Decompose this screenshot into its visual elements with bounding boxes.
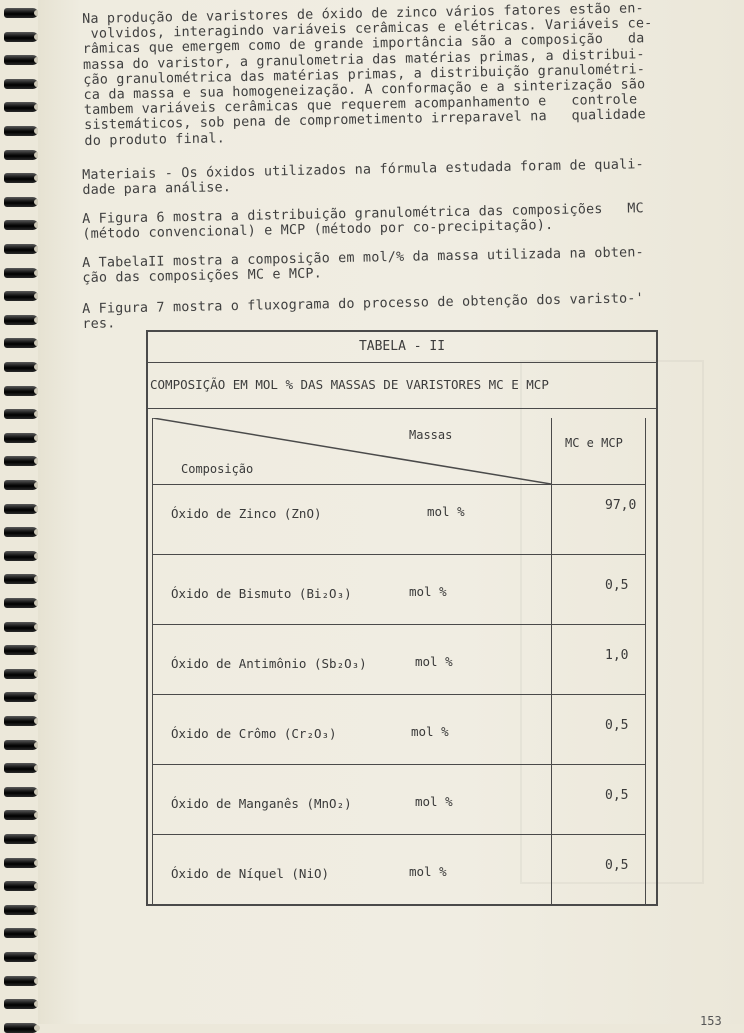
spiral-ring	[4, 787, 38, 797]
table-row	[153, 484, 645, 555]
spiral-ring	[4, 220, 38, 230]
spiral-ring	[4, 386, 38, 396]
paragraph-intro: Na produção de varistores de óxido de zinco vários fatores estão en- volvidos, interagindo variáveis cerâmicas e elétricas. Variáveis ce- râmicas que emergem como de grande importância são a composição da massa do varistor, a granulometria das matérias primas, a distribui- ção granulométrica das matérias primas, a distribuição granulométri- ca da massa e sua homogeneização. A conformação e a sinterização são tambem variáveis cerâmicas que requerem acompanhamento e controle sistemáticos, sob pena de comprometimento irreparavel na qualidade do produto final.	[82, 1, 653, 149]
spiral-ring	[4, 763, 38, 773]
header-massas: Massas	[409, 428, 453, 442]
spiral-ring	[4, 55, 38, 65]
spiral-ring	[4, 102, 38, 112]
spiral-ring	[4, 150, 38, 160]
row-composition-name: Óxido de Crômo (Cr₂O₃)	[171, 726, 337, 741]
spiral-ring	[4, 669, 38, 679]
spiral-ring	[4, 598, 38, 608]
spiral-ring	[4, 197, 38, 207]
spiral-ring	[4, 881, 38, 891]
paragraph-figura-7: A Figura 7 mostra o fluxograma do processo de obtenção dos varisto-' res.	[82, 291, 644, 333]
row-composition-name: Óxido de Níquel (NiO)	[171, 866, 330, 881]
table-body	[152, 418, 646, 904]
table-row	[153, 624, 645, 695]
spiral-ring	[4, 1023, 38, 1033]
row-unit: mol %	[415, 794, 453, 809]
spiral-ring	[4, 338, 38, 348]
spiral-ring	[4, 126, 38, 136]
row-unit: mol %	[409, 864, 447, 879]
spiral-ring	[4, 362, 38, 372]
spiral-ring	[4, 433, 38, 443]
spiral-ring	[4, 551, 38, 561]
row-composition-name: Óxido de Manganês (MnO₂)	[171, 796, 352, 811]
row-composition-name: Óxido de Zinco (ZnO)	[171, 506, 322, 521]
spiral-ring	[4, 716, 38, 726]
spiral-ring	[4, 622, 38, 632]
paragraph-materiais: Materiais - Os óxidos utilizados na fórmula estudada foram de quali- dade para análise.	[82, 157, 644, 199]
composition-table	[146, 330, 658, 906]
spiral-ring	[4, 480, 38, 490]
spiral-ring	[4, 834, 38, 844]
spiral-ring	[4, 8, 38, 18]
punch-hole	[34, 1025, 40, 1031]
header-composicao: Composição	[181, 462, 254, 476]
spiral-ring	[4, 740, 38, 750]
row-value: 0,5	[605, 788, 629, 803]
table-title: TABELA - II	[148, 332, 656, 363]
row-value: 0,5	[605, 718, 629, 733]
spiral-ring	[4, 504, 38, 514]
row-unit: mol %	[411, 724, 449, 739]
row-unit: mol %	[409, 584, 447, 599]
table-row	[153, 764, 645, 835]
spiral-ring	[4, 527, 38, 537]
spiral-ring	[4, 291, 38, 301]
spiral-ring	[4, 976, 38, 986]
table-header-row	[153, 418, 645, 485]
page-number-visible: 153	[700, 1014, 722, 1028]
spiral-ring	[4, 456, 38, 466]
row-value: 0,5	[605, 578, 629, 593]
spiral-ring	[4, 79, 38, 89]
spiral-ring	[4, 173, 38, 183]
spiral-ring	[4, 999, 38, 1009]
spiral-ring	[4, 32, 38, 42]
spiral-ring	[4, 692, 38, 702]
spiral-ring	[4, 810, 38, 820]
paragraph-figura-6: A Figura 6 mostra a distribuição granulométrica das composições MC (método convencional) e MCP (método por co-precipitação).	[82, 201, 644, 243]
spiral-ring	[4, 268, 38, 278]
header-mc-mcp: MC e MCP	[565, 436, 623, 450]
table-subtitle: COMPOSIÇÃO EM MOL % DAS MASSAS DE VARISTORES MC E MCP	[148, 362, 656, 409]
table-row	[153, 834, 645, 908]
spiral-ring	[4, 315, 38, 325]
spiral-ring	[4, 905, 38, 915]
spiral-ring	[4, 574, 38, 584]
row-composition-name: Óxido de Bismuto (Bi₂O₃)	[171, 586, 352, 601]
table-row	[153, 554, 645, 625]
paragraph-tabela-ii: A TabelaII mostra a composição em mol/% da massa utilizada na obten- ção das composições MC e MCP.	[82, 245, 644, 287]
spiral-ring	[4, 928, 38, 938]
spiral-ring	[4, 858, 38, 868]
row-composition-name: Óxido de Antimônio (Sb₂O₃)	[171, 656, 367, 671]
row-unit: mol %	[415, 654, 453, 669]
row-value: 1,0	[605, 648, 629, 663]
row-value: 97,0	[605, 498, 637, 513]
spiral-ring	[4, 952, 38, 962]
row-value: 0,5	[605, 858, 629, 873]
spiral-ring	[4, 409, 38, 419]
spiral-ring	[4, 244, 38, 254]
row-unit: mol %	[427, 504, 465, 519]
spiral-ring	[4, 645, 38, 655]
table-row	[153, 694, 645, 765]
